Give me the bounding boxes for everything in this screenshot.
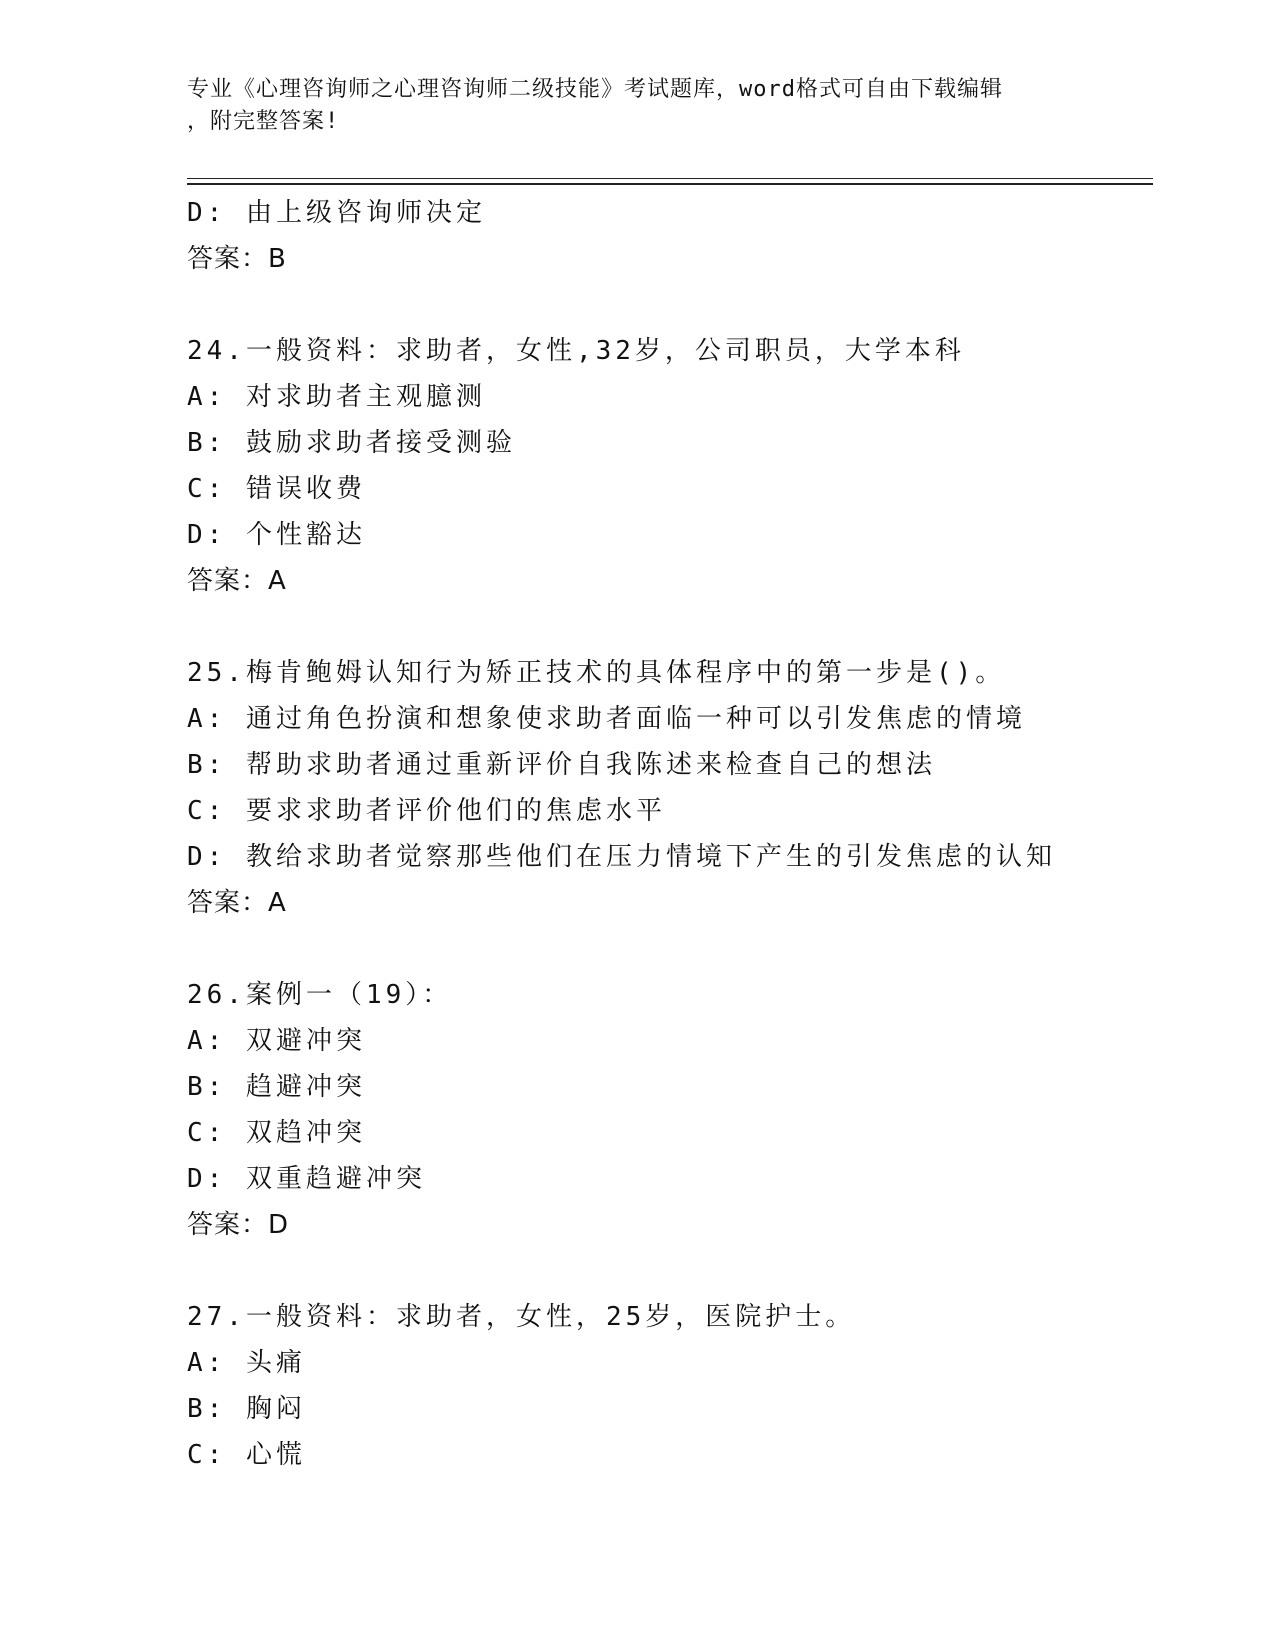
option-a: A: 双避冲突 (187, 1026, 366, 1056)
question-25 (187, 650, 1147, 926)
spacer (187, 1248, 1147, 1294)
option-b: B: 帮助求助者通过重新评价自我陈述来检查自己的想法 (187, 750, 936, 780)
question-24 (187, 328, 1147, 604)
option-b: B: 趋避冲突 (187, 1072, 366, 1102)
option-d: D: 教给求助者觉察那些他们在压力情境下产生的引发焦虑的认知 (187, 842, 1056, 872)
option-c: C: 要求求助者评价他们的焦虑水平 (187, 796, 666, 826)
answer-line: 答案：D (187, 1210, 290, 1240)
spacer (187, 604, 1147, 650)
option-c: C: 心慌 (187, 1440, 306, 1470)
question-26 (187, 972, 1147, 1248)
header-line-2: ，附完整答案! (187, 109, 340, 134)
spacer (187, 282, 1147, 328)
header-line-1: 专业《心理咨询师之心理咨询师二级技能》考试题库，word格式可自由下载编辑 (187, 77, 1003, 102)
option-a: A: 对求助者主观臆测 (187, 382, 486, 412)
question-stem: 25.梅肯鲍姆认知行为矫正技术的具体程序中的第一步是()。 (187, 658, 1006, 688)
option-a: A: 头痛 (187, 1348, 306, 1378)
answer-line: 答案：A (187, 566, 287, 596)
question-stem: 26.案例一（19）： (187, 980, 453, 1010)
option-c: C: 双趋冲突 (187, 1118, 366, 1148)
option-c: C: 错误收费 (187, 474, 366, 504)
header-divider-thin (187, 178, 1153, 179)
option-b: B: 鼓励求助者接受测验 (187, 428, 516, 458)
header-divider-thick (187, 183, 1153, 185)
question-27 (187, 1294, 1147, 1478)
question-stem: 27.一般资料：求助者，女性，25岁，医院护士。 (187, 1302, 856, 1332)
answer-line: 答案：B (187, 244, 287, 274)
answer-line: 答案：A (187, 888, 287, 918)
option-b: B: 胸闷 (187, 1394, 306, 1424)
option-d: D: 双重趋避冲突 (187, 1164, 426, 1194)
document-header (187, 74, 1087, 138)
option-d: D: 由上级咨询师决定 (187, 198, 486, 228)
spacer (187, 926, 1147, 972)
question-stem: 24.一般资料：求助者，女性,32岁，公司职员，大学本科 (187, 336, 965, 366)
option-d: D: 个性豁达 (187, 520, 366, 550)
question-list (187, 190, 1147, 1478)
option-a: A: 通过角色扮演和想象使求助者面临一种可以引发焦虑的情境 (187, 704, 1026, 734)
